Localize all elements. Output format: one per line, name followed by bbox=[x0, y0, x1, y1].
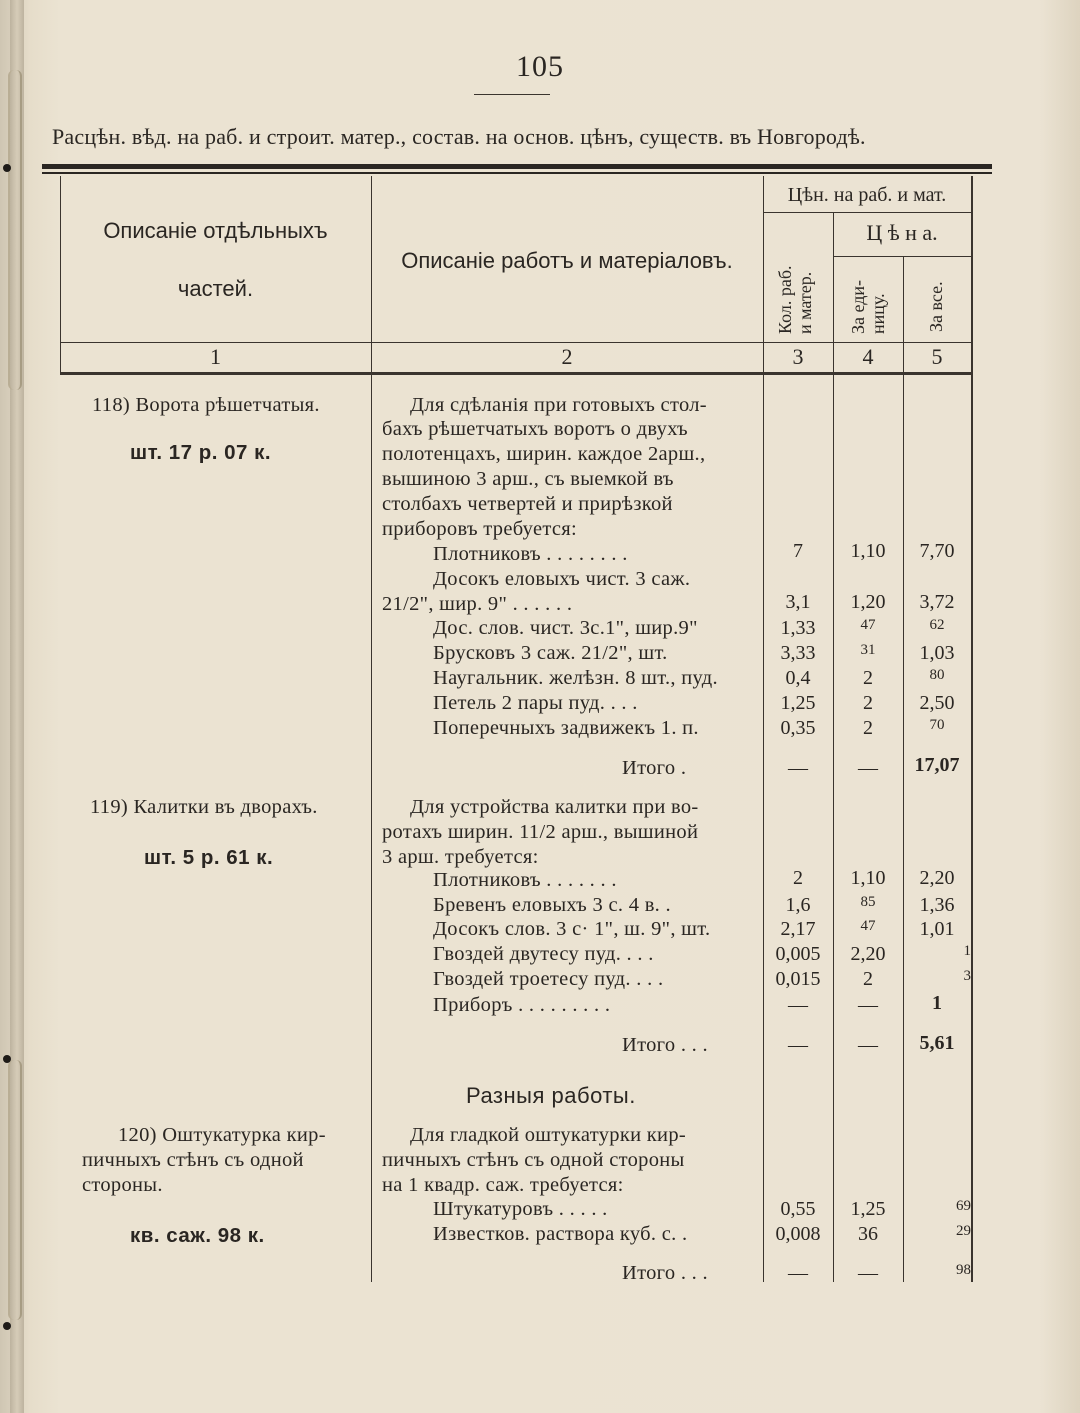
item-total: 1 bbox=[963, 943, 971, 959]
running-header: Расцѣн. вѣд. на раб. и строит. матер., состав. на основ. цѣнъ, существ. въ Новгородѣ. bbox=[52, 124, 866, 149]
part-title: 119) Калитки въ дворахъ. bbox=[90, 796, 318, 818]
item-qty: 0,015 bbox=[775, 968, 821, 990]
item-qty: 0,35 bbox=[780, 717, 816, 739]
item-qty: 1,33 bbox=[780, 617, 816, 639]
intro-line: столбахъ четвертей и прирѣзкой bbox=[382, 493, 673, 515]
col2-header: Описаніе работъ и матеріаловъ. bbox=[401, 248, 733, 273]
intro-line: ротахъ ширин. 11/2 арш., вышиной bbox=[382, 821, 699, 843]
item-label: Плотниковъ . . . . . . . bbox=[433, 869, 617, 891]
section-title: Разныя работы. bbox=[466, 1083, 636, 1108]
item-total: 1,03 bbox=[919, 642, 955, 664]
item-total: 80 bbox=[929, 667, 945, 683]
item-unit-price: 2,20 bbox=[850, 943, 886, 965]
item-label: Штукатуровъ . . . . . bbox=[433, 1198, 608, 1220]
header-rule bbox=[42, 172, 992, 174]
item-total: 7,70 bbox=[919, 540, 955, 562]
col3-header-line1: Кол. раб. bbox=[775, 265, 795, 334]
total-label: Итого . . . bbox=[622, 1034, 708, 1056]
table-hline bbox=[60, 342, 971, 343]
item-qty: 7 bbox=[793, 540, 803, 562]
item-label: Досокъ слов. 3 с· 1", ш. 9", шт. bbox=[433, 918, 711, 940]
item-unit-price: 31 bbox=[860, 642, 876, 658]
col4-header-line1: За еди- bbox=[848, 279, 868, 334]
item-unit-price: — bbox=[858, 994, 878, 1016]
col3-header-line2: и матер. bbox=[795, 271, 815, 334]
table-hline bbox=[763, 212, 971, 213]
item-total: 62 bbox=[929, 617, 945, 633]
part-price: кв. саж. 98 к. bbox=[130, 1224, 265, 1247]
item-label: Наугальник. желѣзн. 8 шт., пуд. bbox=[433, 667, 718, 689]
item-qty: 1,25 bbox=[780, 692, 816, 714]
item-unit-price: 47 bbox=[860, 617, 876, 633]
table-hline bbox=[833, 256, 971, 257]
item-label: Известков. раствора куб. с. . bbox=[433, 1223, 688, 1245]
price-subheader: Ц ѣ н а. bbox=[866, 220, 938, 245]
item-qty: 0,008 bbox=[775, 1223, 821, 1245]
total-value: 98 bbox=[956, 1262, 971, 1278]
table-hline bbox=[60, 372, 971, 375]
item-total: 29 bbox=[956, 1223, 971, 1239]
binding-hole bbox=[3, 1322, 11, 1330]
item-label: 21/2", шир. 9" . . . . . . bbox=[382, 593, 573, 615]
intro-line: Для сдѣланія при готовыхъ стол- bbox=[410, 394, 707, 416]
total-value: 5,61 bbox=[919, 1032, 955, 1054]
item-unit-price: 1,25 bbox=[850, 1198, 886, 1220]
item-total: 2,20 bbox=[919, 867, 955, 889]
col5-header: За все. bbox=[926, 281, 946, 332]
page-number-rule bbox=[474, 94, 550, 95]
item-unit-price: 1,20 bbox=[850, 591, 886, 613]
item-total: 1 bbox=[932, 992, 942, 1014]
col-number: 5 bbox=[931, 344, 943, 369]
item-label: Гвоздей троетесу пуд. . . . bbox=[433, 968, 664, 990]
item-qty: 0,4 bbox=[785, 667, 811, 689]
item-total: 1,01 bbox=[919, 918, 955, 940]
item-total: 69 bbox=[956, 1198, 971, 1214]
item-qty: 2 bbox=[793, 867, 803, 889]
part-title: стороны. bbox=[82, 1174, 163, 1196]
total-value: 17,07 bbox=[914, 754, 960, 776]
intro-line: полотенцахъ, ширин. каждое 2арш., bbox=[382, 443, 706, 465]
item-qty: 1,6 bbox=[785, 894, 811, 916]
intro-line: Для гладкой оштукатурки кир- bbox=[410, 1124, 687, 1146]
item-qty: 3,1 bbox=[785, 591, 811, 613]
total-label: Итого . bbox=[622, 757, 687, 779]
item-unit-price: 85 bbox=[860, 894, 876, 910]
part-price: шт. 5 р. 61 к. bbox=[144, 846, 274, 869]
col-number: 2 bbox=[561, 344, 573, 369]
total-label: Итого . . . bbox=[622, 1262, 708, 1284]
binding-thread bbox=[8, 1060, 22, 1320]
part-title: 120) Оштукатурка кир- bbox=[118, 1124, 326, 1146]
col4-header-line2: ницу. bbox=[868, 293, 888, 334]
total-unit: — bbox=[858, 1034, 878, 1056]
page-number: 105 bbox=[516, 50, 564, 83]
binding-hole bbox=[3, 1055, 11, 1063]
intro-line: на 1 квадр. саж. требуется: bbox=[382, 1174, 624, 1196]
part-title: 118) Ворота рѣшетчатыя. bbox=[92, 394, 320, 416]
header-rule bbox=[42, 164, 992, 169]
item-label: Поперечныхъ задвижекъ 1. п. bbox=[433, 717, 699, 739]
item-qty: 0,55 bbox=[780, 1198, 816, 1220]
intro-line: приборовъ требуется: bbox=[382, 518, 577, 540]
intro-line: пичныхъ стѣнъ съ одной стороны bbox=[382, 1149, 685, 1171]
item-total: 3 bbox=[963, 968, 971, 984]
item-unit-price: 1,10 bbox=[850, 540, 886, 562]
col3-header bbox=[775, 228, 815, 334]
item-label: Досокъ еловыхъ чист. 3 саж. bbox=[433, 568, 691, 590]
total-unit: — bbox=[858, 1262, 878, 1284]
item-unit-price: 1,10 bbox=[850, 867, 886, 889]
item-label: Петель 2 пары пуд. . . . bbox=[433, 692, 638, 714]
total-qty: — bbox=[788, 1262, 808, 1284]
col-number: 1 bbox=[210, 344, 221, 369]
item-label: Плотниковъ . . . . . . . . bbox=[433, 543, 628, 565]
item-unit-price: 36 bbox=[858, 1223, 878, 1245]
intro-line: вышиною 3 арш., съ выемкой въ bbox=[382, 468, 674, 490]
item-label: Приборъ . . . . . . . . . bbox=[433, 994, 611, 1016]
col1-header-line1: Описаніе отдѣльныхъ bbox=[103, 218, 328, 243]
col-number: 3 bbox=[792, 344, 804, 369]
total-qty: — bbox=[788, 1034, 808, 1056]
item-unit-price: 47 bbox=[860, 918, 876, 934]
item-unit-price: 2 bbox=[863, 692, 873, 714]
total-unit: — bbox=[858, 757, 878, 779]
item-total: 1,36 bbox=[919, 894, 955, 916]
col1-header-line2: частей. bbox=[177, 276, 254, 301]
table-vline bbox=[971, 176, 973, 1282]
col4-header bbox=[848, 262, 888, 334]
item-total: 2,50 bbox=[919, 692, 955, 714]
item-qty: 0,005 bbox=[775, 943, 821, 965]
total-qty: — bbox=[788, 757, 808, 779]
part-title: пичныхъ стѣнъ съ одной bbox=[82, 1149, 304, 1171]
part-price: шт. 17 р. 07 к. bbox=[130, 441, 272, 464]
item-label: Дос. слов. чист. 3с.1", шир.9" bbox=[433, 617, 698, 639]
item-unit-price: 2 bbox=[863, 968, 873, 990]
binding-thread bbox=[8, 70, 22, 390]
intro-line: Для устройства калитки при во- bbox=[410, 796, 699, 818]
binding-hole bbox=[3, 164, 11, 172]
intro-line: бахъ рѣшетчатыхъ воротъ о двухъ bbox=[382, 418, 688, 440]
item-unit-price: 2 bbox=[863, 717, 873, 739]
item-label: Бревенъ еловыхъ 3 с. 4 в. . bbox=[433, 894, 671, 916]
item-unit-price: 2 bbox=[863, 667, 873, 689]
item-label: Гвоздей двутесу пуд. . . . bbox=[433, 943, 654, 965]
intro-line: 3 арш. требуется: bbox=[382, 846, 539, 868]
item-qty: — bbox=[788, 994, 808, 1016]
item-total: 70 bbox=[929, 717, 945, 733]
item-qty: 3,33 bbox=[780, 642, 816, 664]
item-total: 3,72 bbox=[919, 591, 955, 613]
col-number: 4 bbox=[862, 344, 874, 369]
price-group-header: Цѣн. на раб. и мат. bbox=[787, 184, 947, 206]
item-label: Брусковъ 3 саж. 21/2", шт. bbox=[433, 642, 668, 664]
item-qty: 2,17 bbox=[780, 918, 816, 940]
